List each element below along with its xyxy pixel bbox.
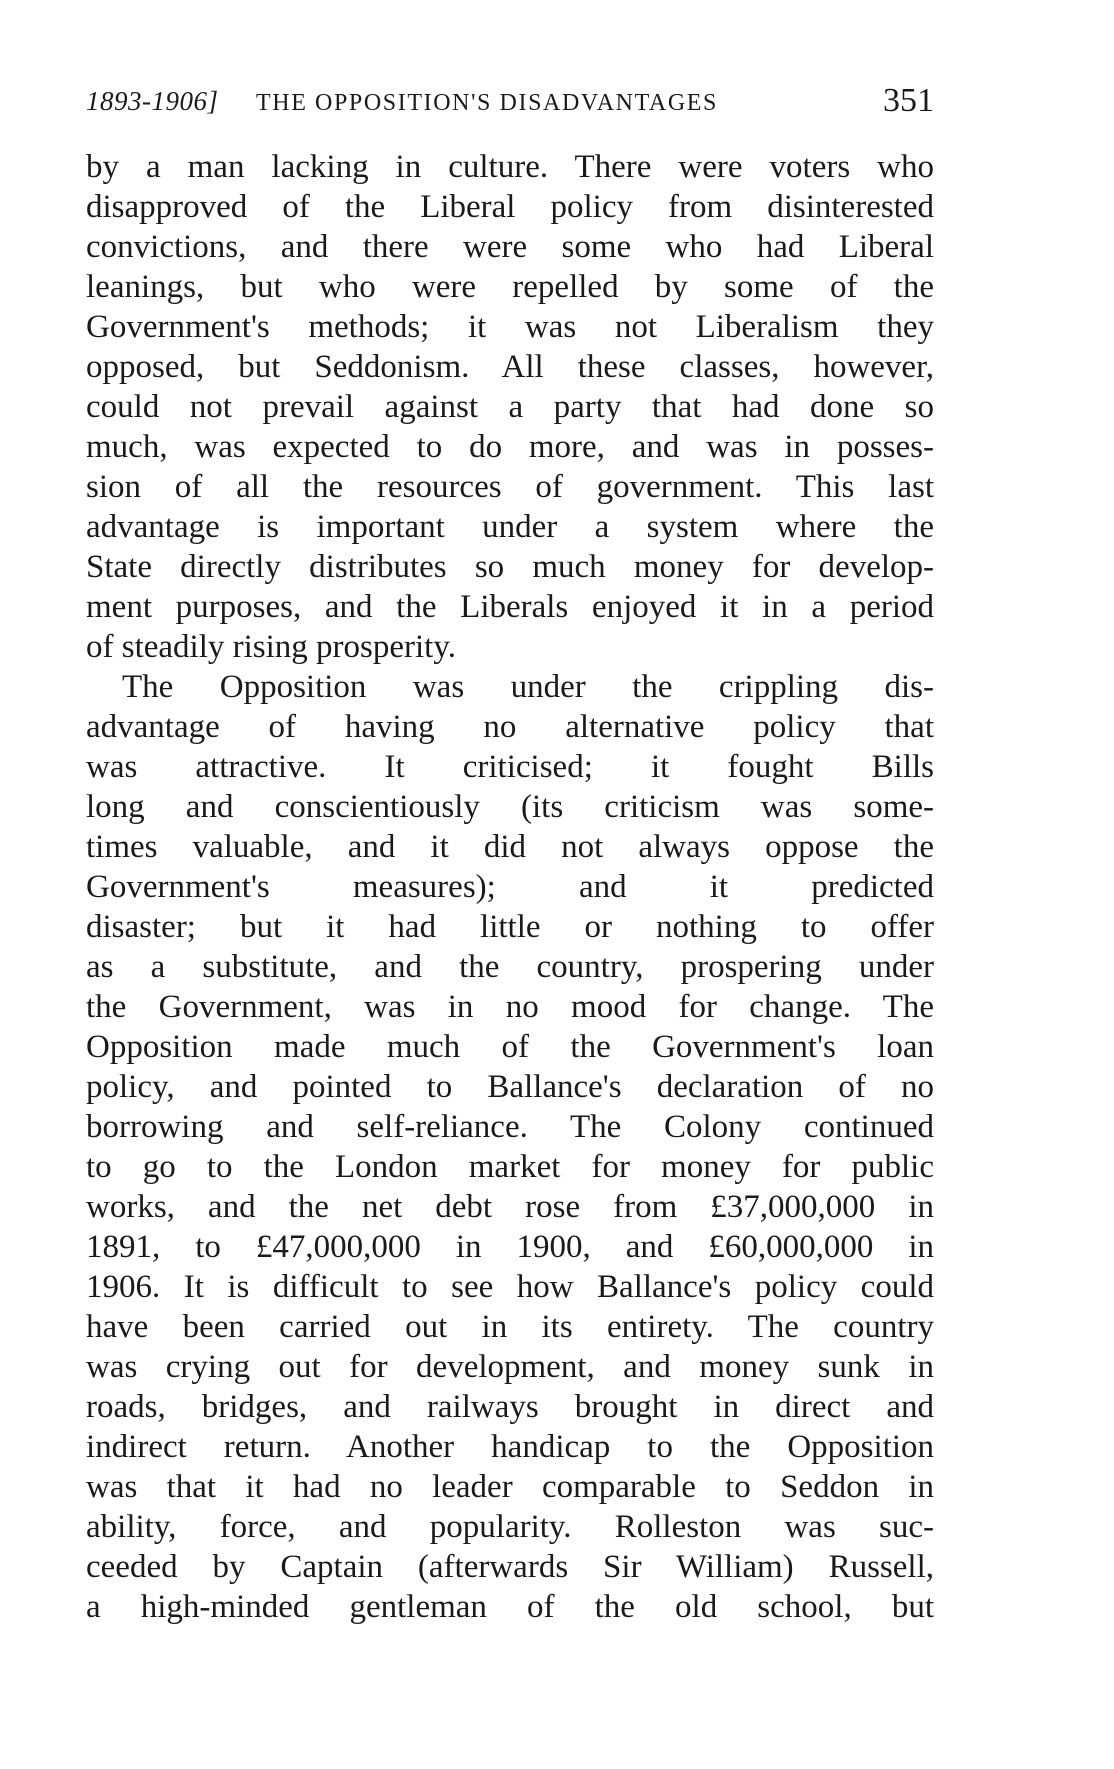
text-line: long and conscientiously (its criticism was some-: [86, 789, 934, 825]
running-head: [86, 82, 934, 122]
text-line: works, and the net debt rose from £37,000,000 in: [86, 1189, 934, 1225]
text-line: ment purposes, and the Liberals enjoyed it in a period: [86, 589, 934, 625]
text-line: 1906. It is difficult to see how Ballance's policy could: [86, 1269, 934, 1305]
text-line: Opposition made much of the Government's loan: [86, 1029, 934, 1065]
text-line: of steadily rising prosperity.: [86, 629, 456, 665]
text-line: disapproved of the Liberal policy from disinterested: [86, 189, 934, 225]
text-line: Government's methods; it was not Liberalism they: [86, 309, 934, 345]
running-head-dates: 1893-1906]: [86, 86, 219, 116]
text-line: Government's measures); and it predicted: [86, 869, 934, 905]
text-line: 1891, to £47,000,000 in 1900, and £60,000,000 in: [86, 1229, 934, 1265]
text-line: times valuable, and it did not always oppose the: [86, 829, 934, 865]
text-line: advantage of having no alternative policy that: [86, 709, 934, 745]
text-line: policy, and pointed to Ballance's declaration of no: [86, 1069, 934, 1105]
text-line: leanings, but who were repelled by some of the: [86, 269, 934, 305]
text-line: could not prevail against a party that had done so: [86, 389, 934, 425]
text-line: disaster; but it had little or nothing to offer: [86, 909, 934, 945]
text-line: have been carried out in its entirety. The country: [86, 1309, 934, 1345]
text-line: was crying out for development, and money sunk in: [86, 1349, 934, 1385]
text-line: as a substitute, and the country, prospering under: [86, 949, 934, 985]
text-line: was attractive. It criticised; it fought Bills: [86, 749, 934, 785]
text-line: to go to the London market for money for public: [86, 1149, 934, 1185]
text-line: borrowing and self-reliance. The Colony continued: [86, 1109, 934, 1145]
text-line: a high-minded gentleman of the old school, but: [86, 1589, 934, 1625]
text-line: The Opposition was under the crippling dis-: [122, 669, 934, 705]
text-line: was that it had no leader comparable to Seddon in: [86, 1469, 934, 1505]
text-line: ceeded by Captain (afterwards Sir William) Russell,: [86, 1549, 934, 1585]
text-line: much, was expected to do more, and was in posses-: [86, 429, 934, 465]
text-line: convictions, and there were some who had Liberal: [86, 229, 934, 265]
text-line: opposed, but Seddonism. All these classes, however,: [86, 349, 934, 385]
text-line: the Government, was in no mood for change. The: [86, 989, 934, 1025]
text-line: sion of all the resources of government. This last: [86, 469, 934, 505]
text-line: roads, bridges, and railways brought in direct and: [86, 1389, 934, 1425]
text-line: by a man lacking in culture. There were voters who: [86, 149, 934, 185]
text-line: advantage is important under a system where the: [86, 509, 934, 545]
text-line: indirect return. Another handicap to the Opposition: [86, 1429, 934, 1465]
running-head-title: THE OPPOSITION'S DISADVANTAGES: [256, 90, 718, 116]
text-line: State directly distributes so much money for develop-: [86, 549, 934, 585]
page-number: 351: [883, 82, 934, 119]
text-line: ability, force, and popularity. Rolleston was suc-: [86, 1509, 934, 1545]
body-text: [86, 147, 934, 1627]
